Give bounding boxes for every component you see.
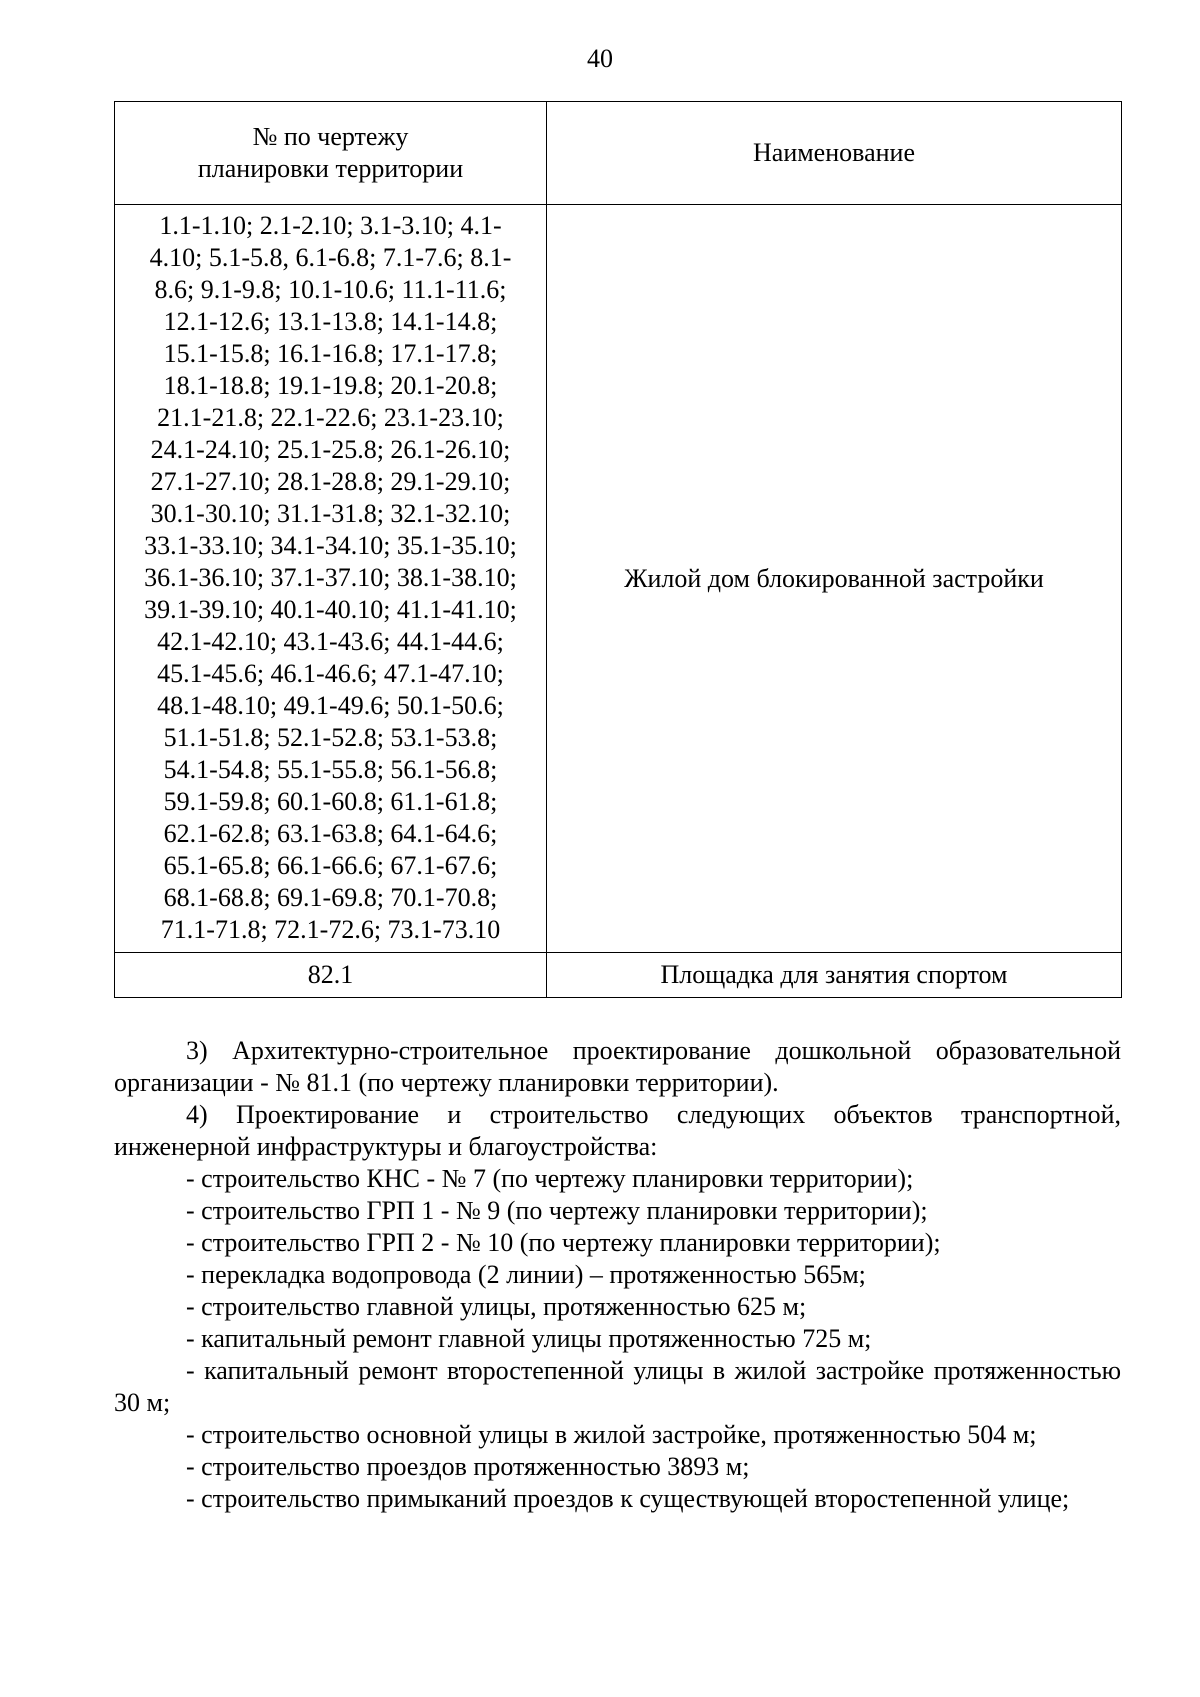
code-line: 42.1-42.10; 43.1-43.6; 44.1-44.6; [157, 627, 504, 656]
list-item: - строительство основной улицы в жилой застройке, протяженностью 504 м; [186, 1420, 1037, 1449]
header-drawing-number-line-1: № по чертежу [252, 122, 409, 151]
drawing-code-cell: 82.1 [115, 953, 547, 998]
code-line: 36.1-36.10; 37.1-37.10; 38.1-38.10; [144, 563, 517, 592]
object-name-cell: Площадка для занятия спортом [547, 953, 1122, 998]
code-line: 68.1-68.8; 69.1-69.8; 70.1-70.8; [163, 883, 498, 912]
code-line: 62.1-62.8; 63.1-63.8; 64.1-64.6; [163, 819, 498, 848]
code-line: 54.1-54.8; 55.1-55.8; 56.1-56.8; [163, 755, 498, 784]
code-line: 12.1-12.6; 13.1-13.8; 14.1-14.8; [163, 307, 498, 336]
list-item: - строительство ГРП 2 - № 10 (по чертежу планировки территории); [186, 1228, 941, 1257]
code-line: 18.1-18.8; 19.1-19.8; 20.1-20.8; [163, 371, 498, 400]
code-line: 27.1-27.10; 28.1-28.8; 29.1-29.10; [150, 467, 511, 496]
list-item: - строительство примыканий проездов к существующей второстепенной улице; [186, 1484, 1070, 1513]
code-line: 33.1-33.10; 34.1-34.10; 35.1-35.10; [144, 531, 517, 560]
code-line: 65.1-65.8; 66.1-66.6; 67.1-67.6; [163, 851, 498, 880]
header-drawing-number [115, 102, 547, 205]
table-row [115, 953, 1122, 998]
list-item: - капитальный ремонт второстепенной улицы в жилой застройке протяженностью 30 м; [114, 1356, 1121, 1417]
code-line: 48.1-48.10; 49.1-49.6; 50.1-50.6; [157, 691, 504, 720]
list-item: - капитальный ремонт главной улицы протяженностью 725 м; [186, 1324, 872, 1353]
list-item: - строительство КНС - № 7 (по чертежу планировки территории); [186, 1164, 914, 1193]
code-line: 39.1-39.10; 40.1-40.10; 41.1-41.10; [144, 595, 517, 624]
page-number: 40 [587, 44, 613, 73]
code-line: 59.1-59.8; 60.1-60.8; 61.1-61.8; [163, 787, 498, 816]
list-item: - строительство ГРП 1 - № 9 (по чертежу планировки территории); [186, 1196, 928, 1225]
code-line: 45.1-45.6; 46.1-46.6; 47.1-47.10; [157, 659, 504, 688]
table-header-row [115, 102, 1122, 205]
paragraph-item-3: 3) Архитектурно-строительное проектирование дошкольной образовательной организации - № 81.1 (по чертежу планировки территории). [114, 1036, 1121, 1097]
list-item: - строительство проездов протяженностью 3893 м; [186, 1452, 750, 1481]
header-name: Наименование [547, 102, 1122, 205]
list-item: - перекладка водопровода (2 линии) – протяженностью 565м; [186, 1260, 866, 1289]
body-text [114, 1035, 1121, 1515]
code-line: 71.1-71.8; 72.1-72.6; 73.1-73.10 [160, 915, 501, 944]
object-name-cell: Жилой дом блокированной застройки [547, 205, 1122, 953]
drawing-codes-cell [115, 205, 547, 953]
table-row [115, 205, 1122, 953]
code-line: 21.1-21.8; 22.1-22.6; 23.1-23.10; [157, 403, 504, 432]
code-line: 30.1-30.10; 31.1-31.8; 32.1-32.10; [150, 499, 511, 528]
code-line: 8.6; 9.1-9.8; 10.1-10.6; 11.1-11.6; [154, 275, 507, 304]
planning-objects-table [114, 101, 1122, 998]
paragraph-item-4: 4) Проектирование и строительство следующих объектов транспортной, инженерной инфраструктуры и благоустройства: [114, 1100, 1121, 1161]
code-line: 51.1-51.8; 52.1-52.8; 53.1-53.8; [163, 723, 498, 752]
list-item: - строительство главной улицы, протяженностью 625 м; [186, 1292, 807, 1321]
code-line: 4.10; 5.1-5.8, 6.1-6.8; 7.1-7.6; 8.1- [149, 243, 512, 272]
code-line: 1.1-1.10; 2.1-2.10; 3.1-3.10; 4.1- [159, 211, 502, 240]
header-drawing-number-line-2: планировки территории [197, 154, 464, 183]
code-line: 15.1-15.8; 16.1-16.8; 17.1-17.8; [163, 339, 498, 368]
code-line: 24.1-24.10; 25.1-25.8; 26.1-26.10; [150, 435, 511, 464]
